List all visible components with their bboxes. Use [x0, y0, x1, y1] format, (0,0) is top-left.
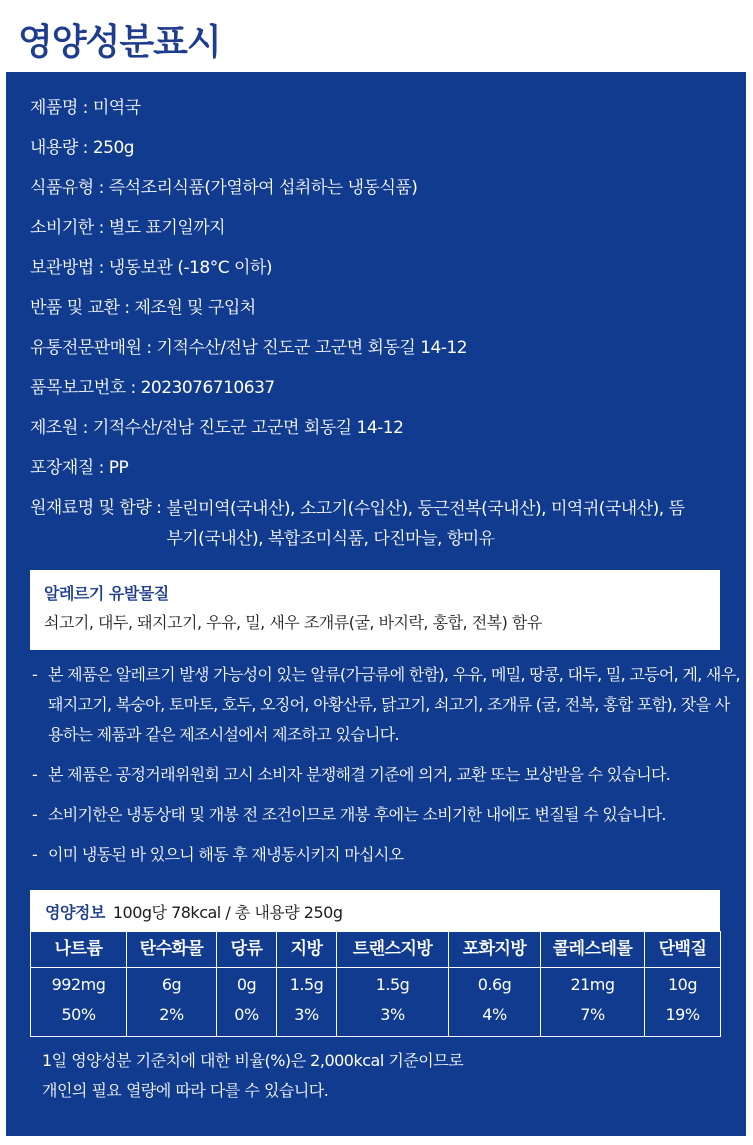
info-value: 250g — [92, 138, 135, 158]
info-row-expiry — [30, 214, 730, 254]
info-row-report-number — [30, 374, 730, 414]
info-separator: : — [77, 98, 93, 118]
product-info-list — [30, 94, 730, 556]
nutrient-name: 당류 — [217, 932, 277, 968]
info-value: 2023076710637 — [140, 378, 275, 398]
nutrient-name: 나트륨 — [31, 932, 127, 968]
nutrient-amount: 10g — [667, 975, 697, 995]
nutrient-value-row — [31, 968, 721, 1037]
info-separator: : — [141, 338, 157, 358]
info-separator: : — [77, 138, 93, 158]
nutrient-amount: 6g — [161, 975, 182, 995]
nutrient-percent: 0% — [234, 1005, 259, 1025]
info-value: 기적수산/전남 진도군 고군면 회동길 14-12 — [92, 418, 404, 438]
allergen-box — [30, 570, 720, 650]
info-row-distributor — [30, 334, 730, 374]
info-row-storage — [30, 254, 730, 294]
info-separator: : — [119, 298, 135, 318]
nutrient-percent: 4% — [482, 1005, 507, 1025]
info-value: 제조원 및 구입처 — [134, 298, 256, 318]
nutrient-name-row — [31, 932, 721, 968]
info-separator: : — [93, 258, 109, 278]
info-label: 보관방법 — [30, 258, 94, 278]
info-label: 품목보고번호 — [30, 378, 126, 398]
nutrient-amount: 1.5g — [375, 975, 410, 995]
footnote-line: 개인의 필요 열량에 따라 다를 수 있습니다. — [42, 1081, 329, 1100]
info-value: 냉동보관 (-18°C 이하) — [108, 258, 272, 278]
info-row-net-content — [30, 134, 730, 174]
nutrient-name: 단백질 — [645, 932, 721, 968]
info-separator: : — [93, 458, 109, 478]
info-label: 제조원 — [30, 418, 78, 438]
nutrient-values — [645, 968, 721, 1037]
note-text: 본 제품은 공정거래위원회 고시 소비자 분쟁해결 기준에 의거, 교환 또는 보상받을 수 있습니다. — [48, 765, 671, 784]
info-label: 반품 및 교환 — [30, 298, 120, 318]
note-text: 이미 냉동된 바 있으니 해동 후 재냉동시키지 마십시오 — [48, 845, 404, 864]
info-separator: : — [125, 378, 141, 398]
nutrient-name: 포화지방 — [449, 932, 541, 968]
nutrient-amount: 992mg — [51, 975, 106, 995]
nutrition-header-label: 영양정보 — [45, 902, 105, 922]
info-label: 소비기한 — [30, 218, 94, 238]
info-label: 포장재질 — [30, 458, 94, 478]
nutrient-percent: 7% — [580, 1005, 605, 1025]
note-item — [32, 760, 742, 790]
note-dash: - — [32, 845, 38, 864]
nutrient-values — [277, 968, 337, 1037]
nutrient-name: 트랜스지방 — [337, 932, 449, 968]
nutrient-percent: 50% — [61, 1005, 96, 1025]
info-row-packaging — [30, 454, 730, 494]
nutrient-values — [541, 968, 645, 1037]
note-item — [32, 840, 742, 870]
info-label: 원재료명 및 함량 — [30, 498, 152, 518]
label-panel — [6, 72, 746, 1136]
nutrient-amount: 0g — [236, 975, 257, 995]
allergen-text: 쇠고기, 대두, 돼지고기, 우유, 밀, 새우 조개류(굴, 바지락, 홍합, 전복) 함유 — [44, 613, 542, 632]
info-separator: : — [93, 178, 109, 198]
nutrient-percent: 19% — [665, 1005, 700, 1025]
info-label: 제품명 — [30, 98, 78, 118]
info-label: 식품유형 — [30, 178, 94, 198]
note-text: 본 제품은 알레르기 발생 가능성이 있는 알류(가금류에 한함), 우유, 메밀, 땅콩, 대두, 밀, 고등어, 게, 새우, 돼지고기, 복숭아, 토마토, 호두, 오징어, 아황산류, 닭고기, 쇠고기, 조개류 (굴, 전복, 홍합 포함), 잣을 사용하는 제품과 같은 제조시설에서 제조하고 있습니다. — [48, 665, 740, 744]
allergen-title: 알레르기 유발물질 — [44, 584, 169, 603]
info-value: 미역국 — [92, 98, 141, 118]
nutrient-name: 콜레스테롤 — [541, 932, 645, 968]
nutrient-amount: 21mg — [570, 975, 615, 995]
info-value: 불린미역(국내산), 소고기(수입산), 둥근전복(국내산), 미역귀(국내산), 뜸부기(국내산), 복합조미식품, 다진마늘, 향미유 — [166, 499, 685, 549]
nutrient-amount: 1.5g — [289, 975, 324, 995]
info-row-ingredients — [30, 494, 730, 556]
page-title: 영양성분표시 — [18, 22, 221, 63]
nutrient-percent: 3% — [380, 1005, 405, 1025]
note-text: 소비기한은 냉동상태 및 개봉 전 조건이므로 개봉 후에는 소비기한 내에도 변질될 수 있습니다. — [48, 805, 666, 824]
nutrient-values — [31, 968, 127, 1037]
info-row-food-type — [30, 174, 730, 214]
nutrition-table — [30, 931, 721, 1037]
note-item — [32, 660, 742, 750]
info-value: 별도 표기일까지 — [108, 218, 226, 238]
info-label: 내용량 — [30, 138, 78, 158]
info-value: 즉석조리식품(가열하여 섭취하는 냉동식품) — [108, 178, 418, 198]
note-dash: - — [32, 765, 38, 784]
info-value: PP — [108, 458, 129, 478]
note-dash: - — [32, 805, 38, 824]
nutrition-header — [31, 891, 719, 931]
info-separator: : — [151, 498, 167, 518]
caution-notes — [32, 660, 742, 880]
note-dash: - — [32, 665, 38, 684]
nutrition-facts — [30, 890, 720, 1036]
info-value: 기적수산/전남 진도군 고군면 회동길 14-12 — [156, 338, 468, 358]
note-item — [32, 800, 742, 830]
nutrient-name: 탄수화물 — [127, 932, 217, 968]
nutrient-name: 지방 — [277, 932, 337, 968]
nutrient-values — [449, 968, 541, 1037]
nutrient-percent: 2% — [159, 1005, 184, 1025]
nutrient-percent: 3% — [294, 1005, 319, 1025]
footnote-line: 1일 영양성분 기준치에 대한 비율(%)은 2,000kcal 기준이므로 — [42, 1051, 464, 1070]
nutrient-values — [217, 968, 277, 1037]
info-label: 유통전문판매원 — [30, 338, 142, 358]
nutrient-values — [127, 968, 217, 1037]
info-row-manufacturer — [30, 414, 730, 454]
info-row-product-name — [30, 94, 730, 134]
nutrient-amount: 0.6g — [477, 975, 512, 995]
nutrition-header-text: 100g당 78kcal / 총 내용량 250g — [112, 902, 343, 922]
info-row-return — [30, 294, 730, 334]
info-separator: : — [93, 218, 109, 238]
info-separator: : — [77, 418, 93, 438]
nutrient-values — [337, 968, 449, 1037]
daily-value-footnote — [42, 1046, 722, 1106]
